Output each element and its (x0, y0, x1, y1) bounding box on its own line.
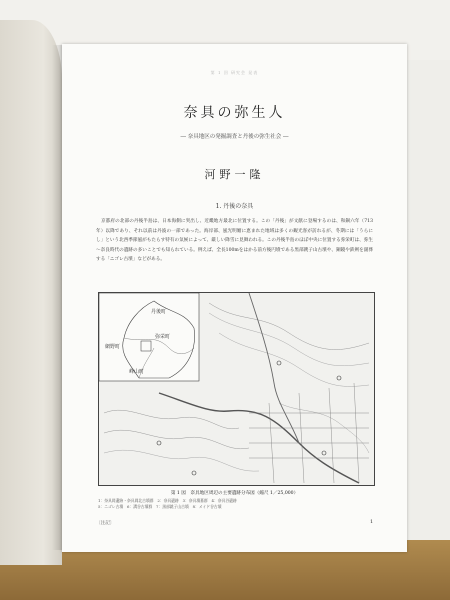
figure-legend (98, 498, 378, 510)
author-name: 河野一隆 (204, 168, 265, 181)
figure-caption: 第 1 図 奈具地区周辺の主要遺跡分布図（縮尺 1／25,000） (170, 491, 299, 496)
section-heading: 1. 丹後の奈具 (215, 203, 254, 210)
article-subtitle: ― 奈具地区の発掘調査と丹後の弥生社会 ― (180, 134, 289, 140)
article-title: 奈具の弥生人 (183, 105, 286, 121)
site-map-figure (98, 292, 375, 486)
paragraph: 京都府の北部の丹後半島は、日本海側に突出し、近畿地方最北に位置する。この「丹後」が文献に登場するのは、和銅六年（713年）以降であり、それ以前は丹波の一部であった。海岸部、風光明媚に恵まれた地域は多くの観光客が訪れるが、冬期には「うらにし」という北西季節風がもたらす特有の気候によって、厳しい降雪に見舞われる。この丹後半島のほぼ中央に位置する弥栄町は、弥生～奈良時代の遺跡の多いことでも知られている。例えば、全長100mをはかる前方後円墳である黒部銚子山古墳や、銅鏡や鉄剣を副葬する「ニゴレ古墳」などがある。 (96, 219, 373, 262)
inset-label-north: 丹後町 (151, 309, 167, 315)
running-header: 第 1 回 研究会 発表 (210, 70, 259, 75)
footer-note: 〔注記〕 (96, 521, 115, 526)
legend-line: 1：奈具岡遺跡・奈具岡北古墳群 2：奈具遺跡 3：奈具墳墓群 4：奈具谷遺跡 (98, 498, 237, 503)
topographic-map (99, 293, 374, 485)
legend-line: 5：ニゴレ古墳 6：溝谷古墳群 7：黒部銚子山古墳 8：メイド谷古墳 (98, 504, 222, 509)
inset-label-west: 網野町 (105, 344, 121, 350)
page-number: 1 (370, 519, 374, 525)
inset-label-south: 峰山町 (129, 369, 145, 375)
document-page (62, 44, 407, 552)
body-text (96, 217, 373, 265)
inset-label-town: 弥栄町 (155, 334, 171, 340)
